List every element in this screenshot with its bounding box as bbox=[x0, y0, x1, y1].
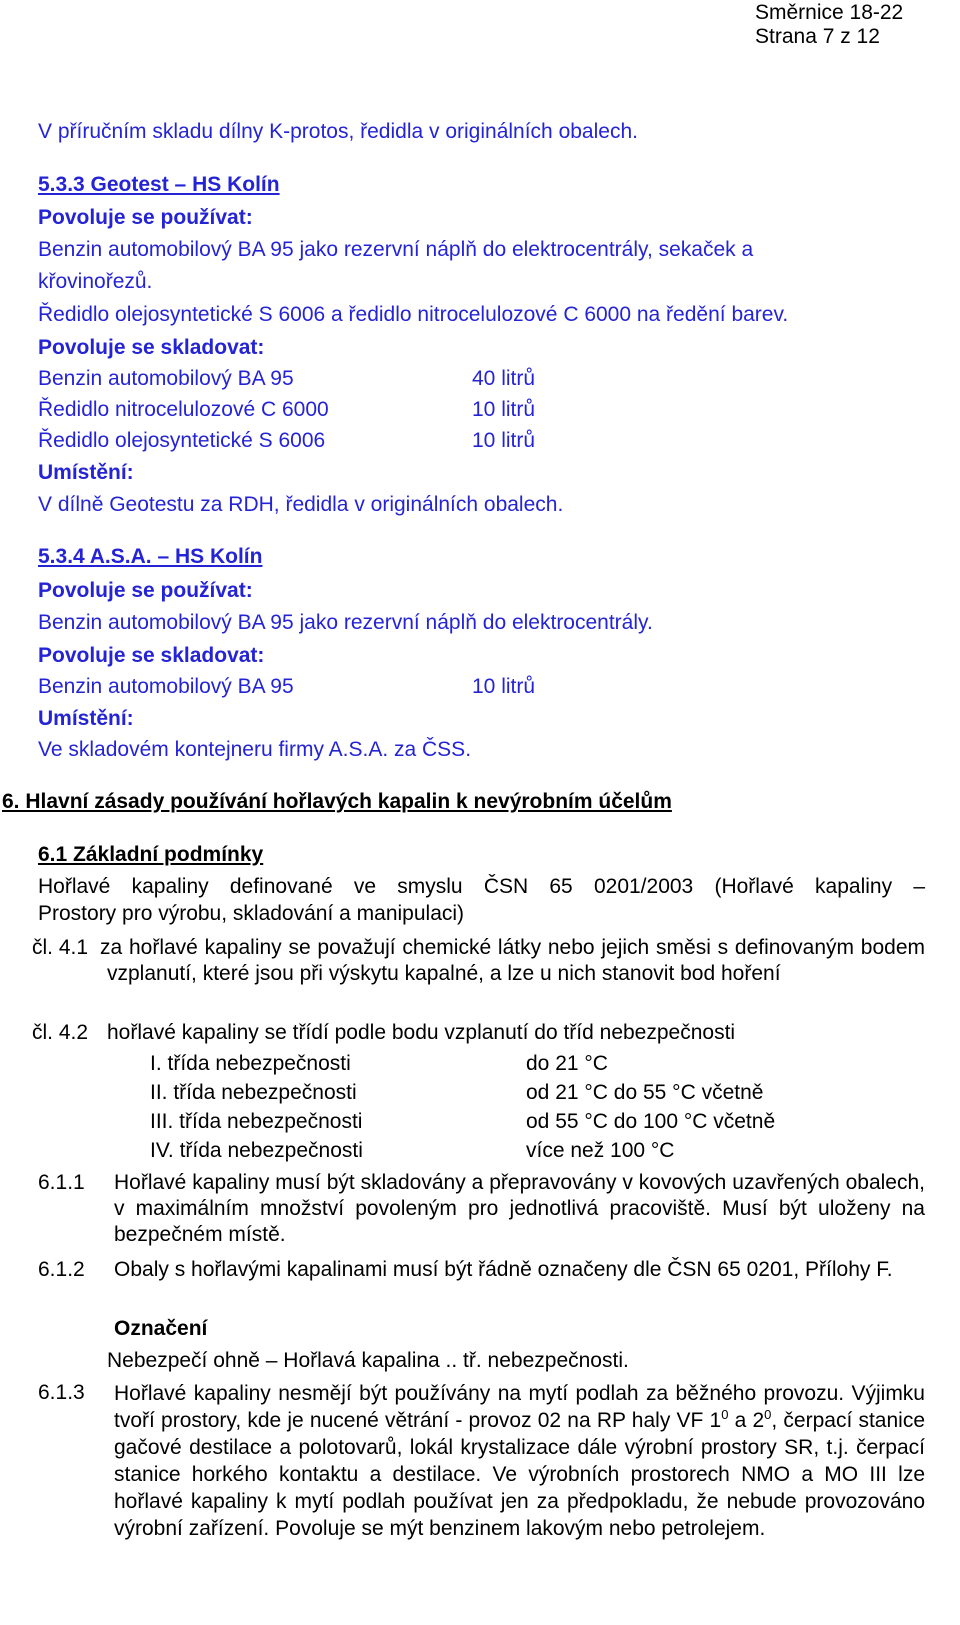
geotest-use-label: Povoluje se používat: bbox=[38, 206, 253, 229]
hazard-class: I. třída nebezpečnosti bbox=[150, 1052, 351, 1075]
hazard-class-range: do 21 °C bbox=[526, 1052, 608, 1075]
document-id: Směrnice 18-22 bbox=[755, 1, 904, 24]
section-6-1-intro-line-2: Prostory pro výrobu, skladování a manipulaci) bbox=[38, 902, 465, 925]
clause-4-1-label: čl. 4.1 bbox=[32, 936, 89, 959]
paragraph-6-1-3-part: a 2 bbox=[728, 1409, 765, 1432]
paragraph-6-1-2-number: 6.1.2 bbox=[38, 1258, 85, 1281]
asa-place-text: Ve skladovém kontejneru firmy A.S.A. za ČSS. bbox=[38, 738, 472, 761]
geotest-store-label: Povoluje se skladovat: bbox=[38, 336, 265, 359]
superscript: 0 bbox=[764, 1407, 772, 1422]
section-6-heading: 6. Hlavní zásady používání hořlavých kapalin k nevýrobním účelům bbox=[2, 790, 672, 813]
paragraph-6-1-3-part: Hořlavé kapaliny nesmějí být používány na mytí podlah za běžného provozu. Výjimku tvoří prostory, kde je nucené větrání - provoz 02 na RP haly VF 1 bbox=[114, 1382, 925, 1432]
labeling-heading: Označení bbox=[114, 1317, 208, 1340]
asa-item-name: Benzin automobilový BA 95 bbox=[38, 675, 294, 698]
geotest-item-name: Ředidlo nitrocelulozové C 6000 bbox=[38, 398, 329, 421]
geotest-item-name: Benzin automobilový BA 95 bbox=[38, 367, 294, 390]
paragraph-6-1-3-text bbox=[114, 1380, 925, 1542]
geotest-place-label: Umístění: bbox=[38, 461, 134, 484]
asa-use-label: Povoluje se používat: bbox=[38, 579, 253, 602]
paragraph-6-1-3-number: 6.1.3 bbox=[38, 1381, 85, 1404]
clause-4-1-text: za hořlavé kapaliny se považují chemické látky nebo jejich směsi s definovaným bodem vzplanutí, které jsou při výskytu kapalné, a lze u nich stanovit bod hoření bbox=[100, 936, 925, 985]
clause-4-2-text: hořlavé kapaliny se třídí podle bodu vzplanutí do tříd nebezpečnosti bbox=[107, 1021, 736, 1044]
paragraph-6-1-1-number: 6.1.1 bbox=[38, 1171, 85, 1194]
geotest-item-name: Ředidlo olejosyntetické S 6006 bbox=[38, 429, 326, 452]
paragraph-6-1-3-part: , čerpací stanice gačové destilace a polotovarů, lokál krystalizace dále výrobní prostory SR, t.j. čerpací stanice horkého kontaktu a destilace. Ve výrobních prostorech NMO a MO III lze hořlavé kapaliny k mytí podlah používat jen za předpokladu, že nebude provozováno výrobní zařízení. Povoluje se mýt benzinem lakovým nebo petrolejem. bbox=[114, 1409, 926, 1540]
geotest-heading: 5.3.3 Geotest – HS Kolín bbox=[38, 173, 280, 196]
hazard-class-range: více než 100 °C bbox=[526, 1139, 675, 1162]
geotest-item-qty: 10 litrů bbox=[472, 429, 536, 452]
section-6-1-heading: 6.1 Základní podmínky bbox=[38, 843, 264, 866]
labeling-text: Nebezpečí ohně – Hořlavá kapalina .. tř. nebezpečnosti. bbox=[107, 1349, 629, 1372]
superscript: 0 bbox=[721, 1407, 729, 1422]
hazard-class: II. třída nebezpečnosti bbox=[150, 1081, 357, 1104]
asa-use-text: Benzin automobilový BA 95 jako rezervní náplň do elektrocentrály. bbox=[38, 611, 653, 634]
geotest-use-text-2: křovinořezů. bbox=[38, 270, 153, 293]
hazard-class-range: od 55 °C do 100 °C včetně bbox=[526, 1110, 776, 1133]
geotest-use-text-1: Benzin automobilový BA 95 jako rezervní náplň do elektrocentrály, sekaček a bbox=[38, 238, 754, 261]
section-6-1-intro-line-1: Hořlavé kapaliny definované ve smyslu ČSN 65 0201/2003 (Hořlavé kapaliny – bbox=[38, 875, 925, 898]
hazard-class-range: od 21 °C do 55 °C včetně bbox=[526, 1081, 764, 1104]
geotest-item-qty: 10 litrů bbox=[472, 398, 536, 421]
asa-store-label: Povoluje se skladovat: bbox=[38, 644, 265, 667]
asa-heading: 5.3.4 A.S.A. – HS Kolín bbox=[38, 545, 263, 568]
paragraph-6-1-2-text: Obaly s hořlavými kapalinami musí být řádně označeny dle ČSN 65 0201, Přílohy F. bbox=[114, 1258, 893, 1281]
geotest-use-text-3: Ředidlo olejosyntetické S 6006 a ředidlo nitrocelulozové C 6000 na ředění barev. bbox=[38, 303, 789, 326]
asa-item-qty: 10 litrů bbox=[472, 675, 536, 698]
k-protos-placement: V příručním skladu dílny K-protos, ředidla v originálních obalech. bbox=[38, 120, 638, 143]
clause-4-2-label: čl. 4.2 bbox=[32, 1021, 89, 1044]
hazard-class: IV. třída nebezpečnosti bbox=[150, 1139, 363, 1162]
geotest-place-text: V dílně Geotestu za RDH, ředidla v originálních obalech. bbox=[38, 493, 564, 516]
hazard-class: III. třída nebezpečnosti bbox=[150, 1110, 363, 1133]
page-number: Strana 7 z 12 bbox=[755, 25, 880, 48]
geotest-item-qty: 40 litrů bbox=[472, 367, 536, 390]
paragraph-6-1-1-text: Hořlavé kapaliny musí být skladovány a přepravovány v kovových uzavřených obalech, v maximálním množství povoleným pro jednotlivá pracoviště. Musí být uloženy na bezpečném místě. bbox=[114, 1171, 925, 1246]
asa-place-label: Umístění: bbox=[38, 707, 134, 730]
